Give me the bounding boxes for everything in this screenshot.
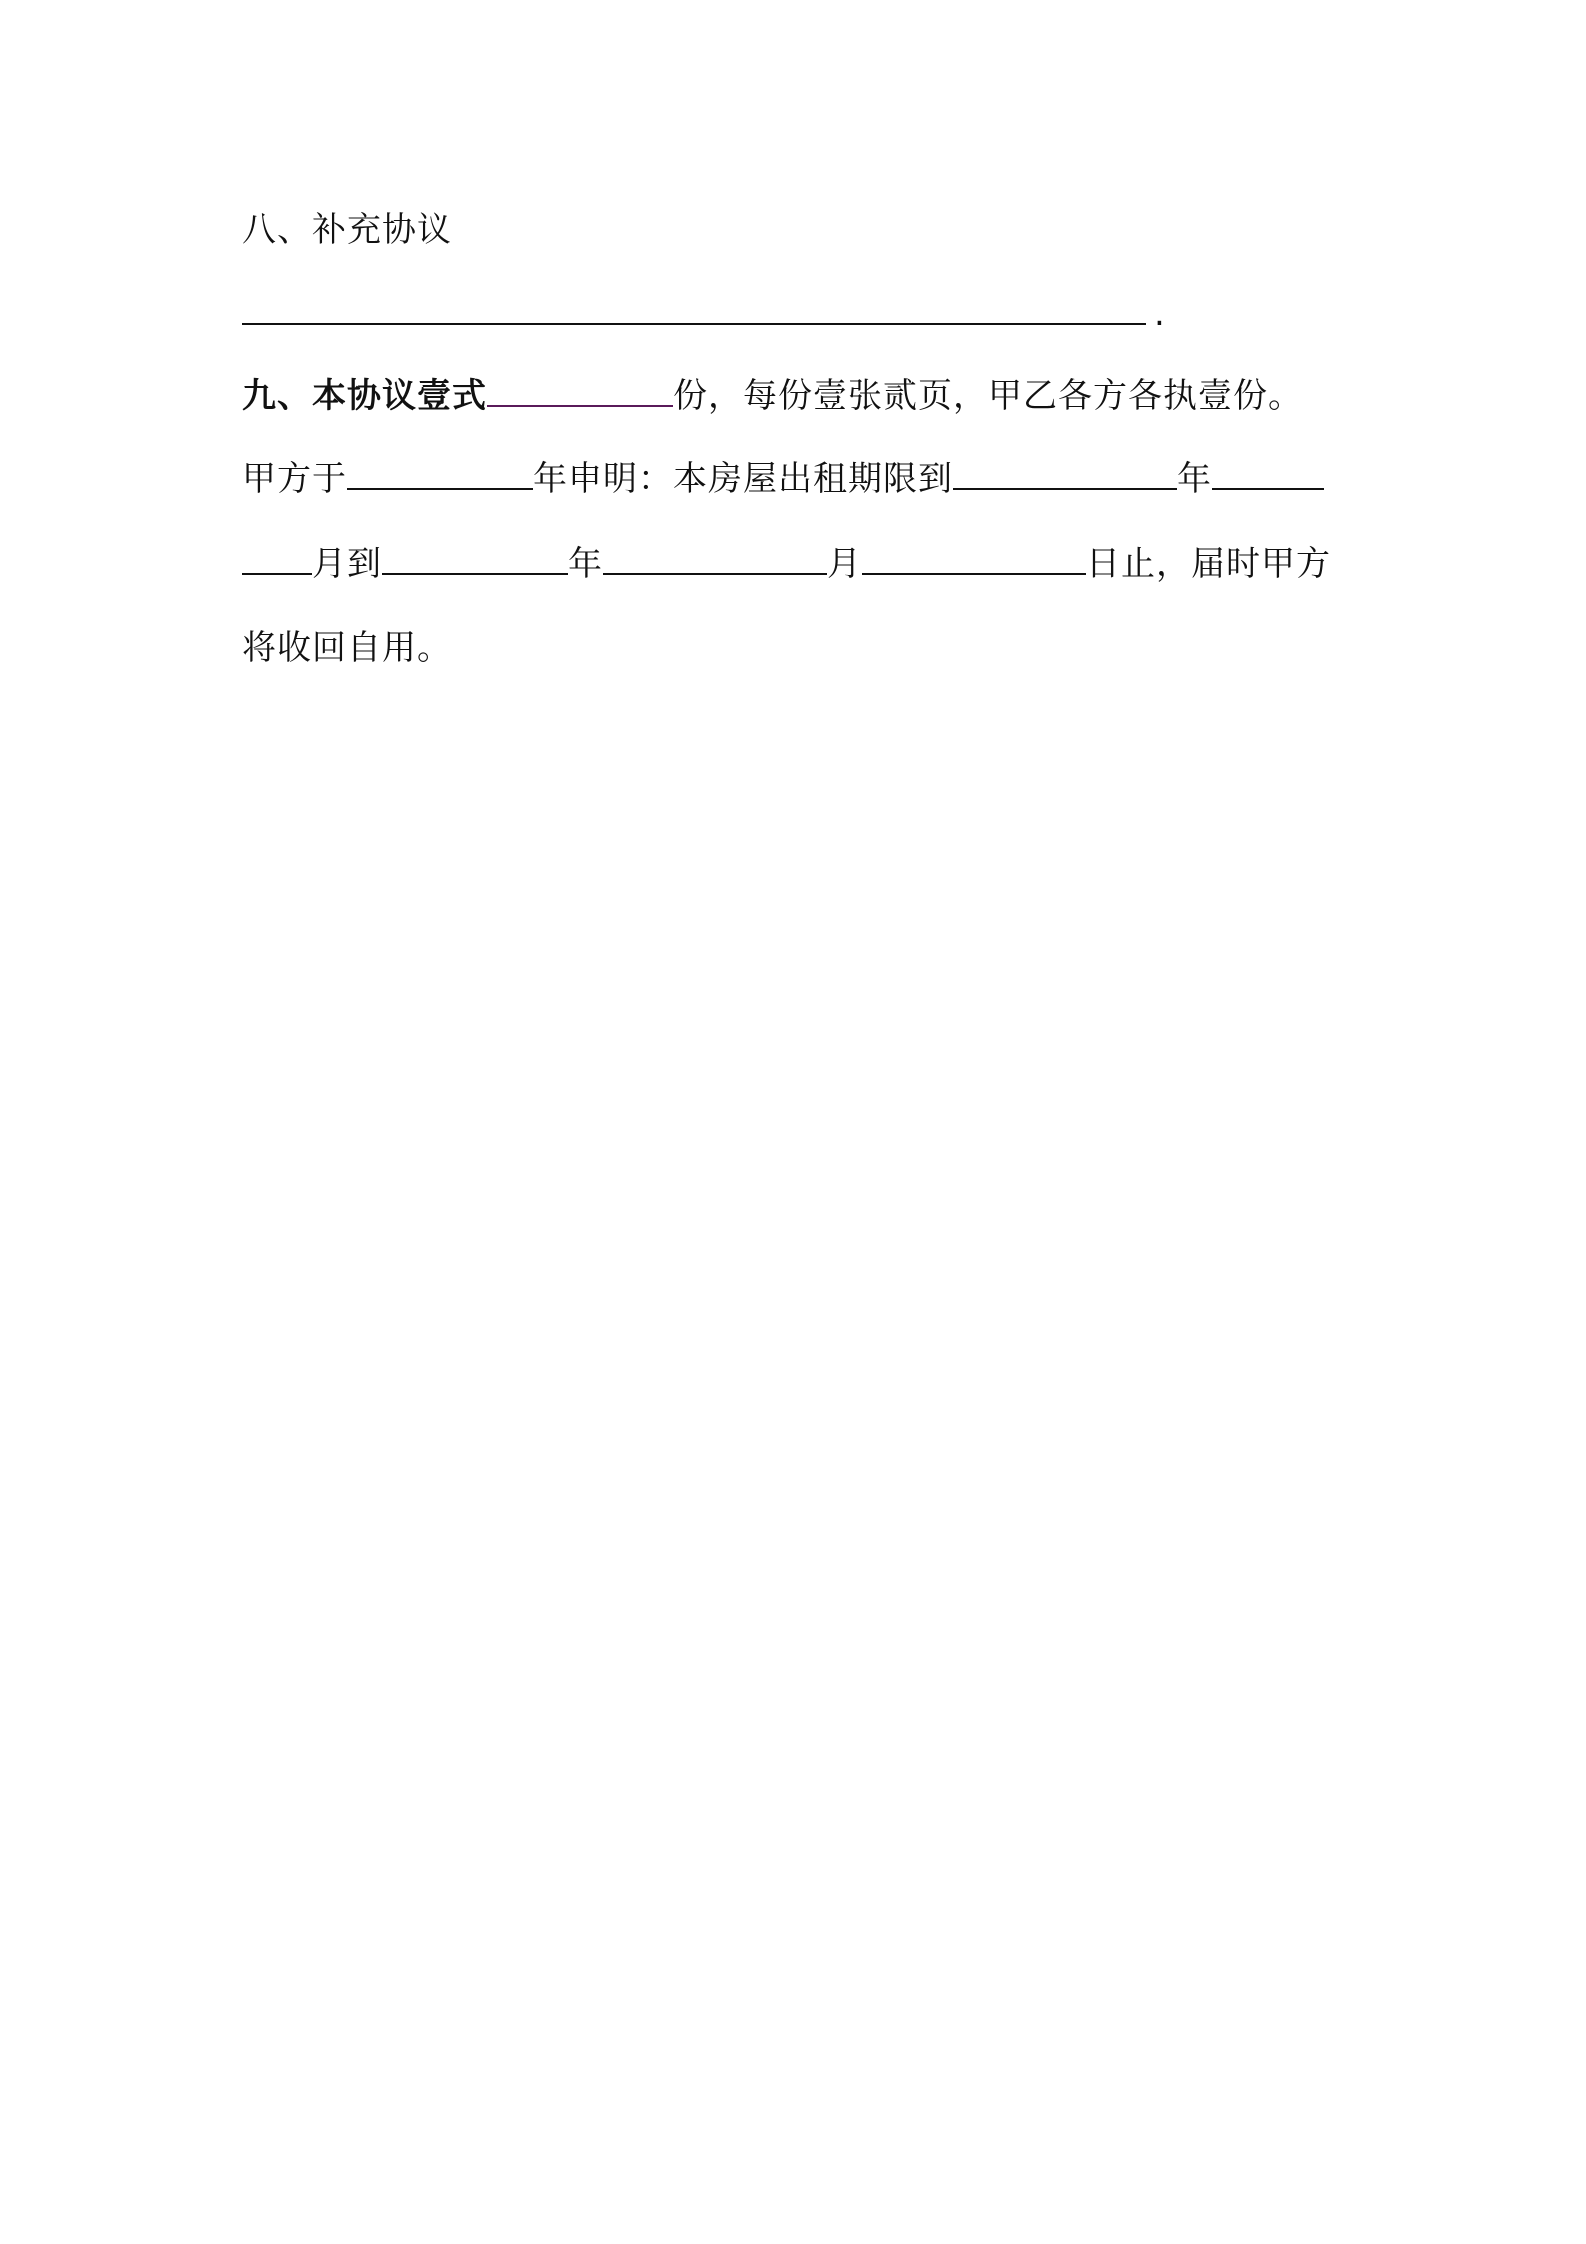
declaration-text-2a: 月到 <box>312 544 382 584</box>
return-day-blank[interactable] <box>862 543 1086 575</box>
declaration-text-2b: 年 <box>568 544 603 584</box>
supplementary-end-mark: . <box>1154 294 1166 334</box>
declaration-text-1b: 年申明：本房屋出租期限到 <box>533 459 953 499</box>
declaration-line-3 <box>242 624 452 672</box>
section-9-paragraph <box>242 372 1303 420</box>
declaration-year-blank[interactable] <box>347 458 533 490</box>
lease-end-year-blank[interactable] <box>953 458 1177 490</box>
lease-end-month-blank-part2[interactable] <box>242 543 312 575</box>
copies-count-blank[interactable] <box>487 375 673 407</box>
declaration-text-2d: 日止，届时甲方 <box>1086 544 1331 584</box>
lease-end-month-blank-part1[interactable] <box>1212 458 1324 490</box>
supplementary-agreement-line <box>242 290 1166 338</box>
declaration-line-2 <box>242 540 1331 588</box>
section-8-title <box>242 206 452 254</box>
declaration-line-1 <box>242 455 1324 503</box>
declaration-text-1a: 甲方于 <box>242 459 347 499</box>
section-9-prefix: 九、本协议壹式 <box>242 376 487 416</box>
supplementary-agreement-blank[interactable] <box>242 293 1146 325</box>
return-year-blank[interactable] <box>382 543 568 575</box>
declaration-text-3: 将收回自用。 <box>242 628 452 668</box>
section-8-title-text: 八、补充协议 <box>242 210 452 250</box>
return-month-blank[interactable] <box>603 543 827 575</box>
declaration-text-2c: 月 <box>827 544 862 584</box>
section-9-suffix: 份，每份壹张贰页，甲乙各方各执壹份。 <box>673 376 1303 416</box>
declaration-text-1c: 年 <box>1177 459 1212 499</box>
